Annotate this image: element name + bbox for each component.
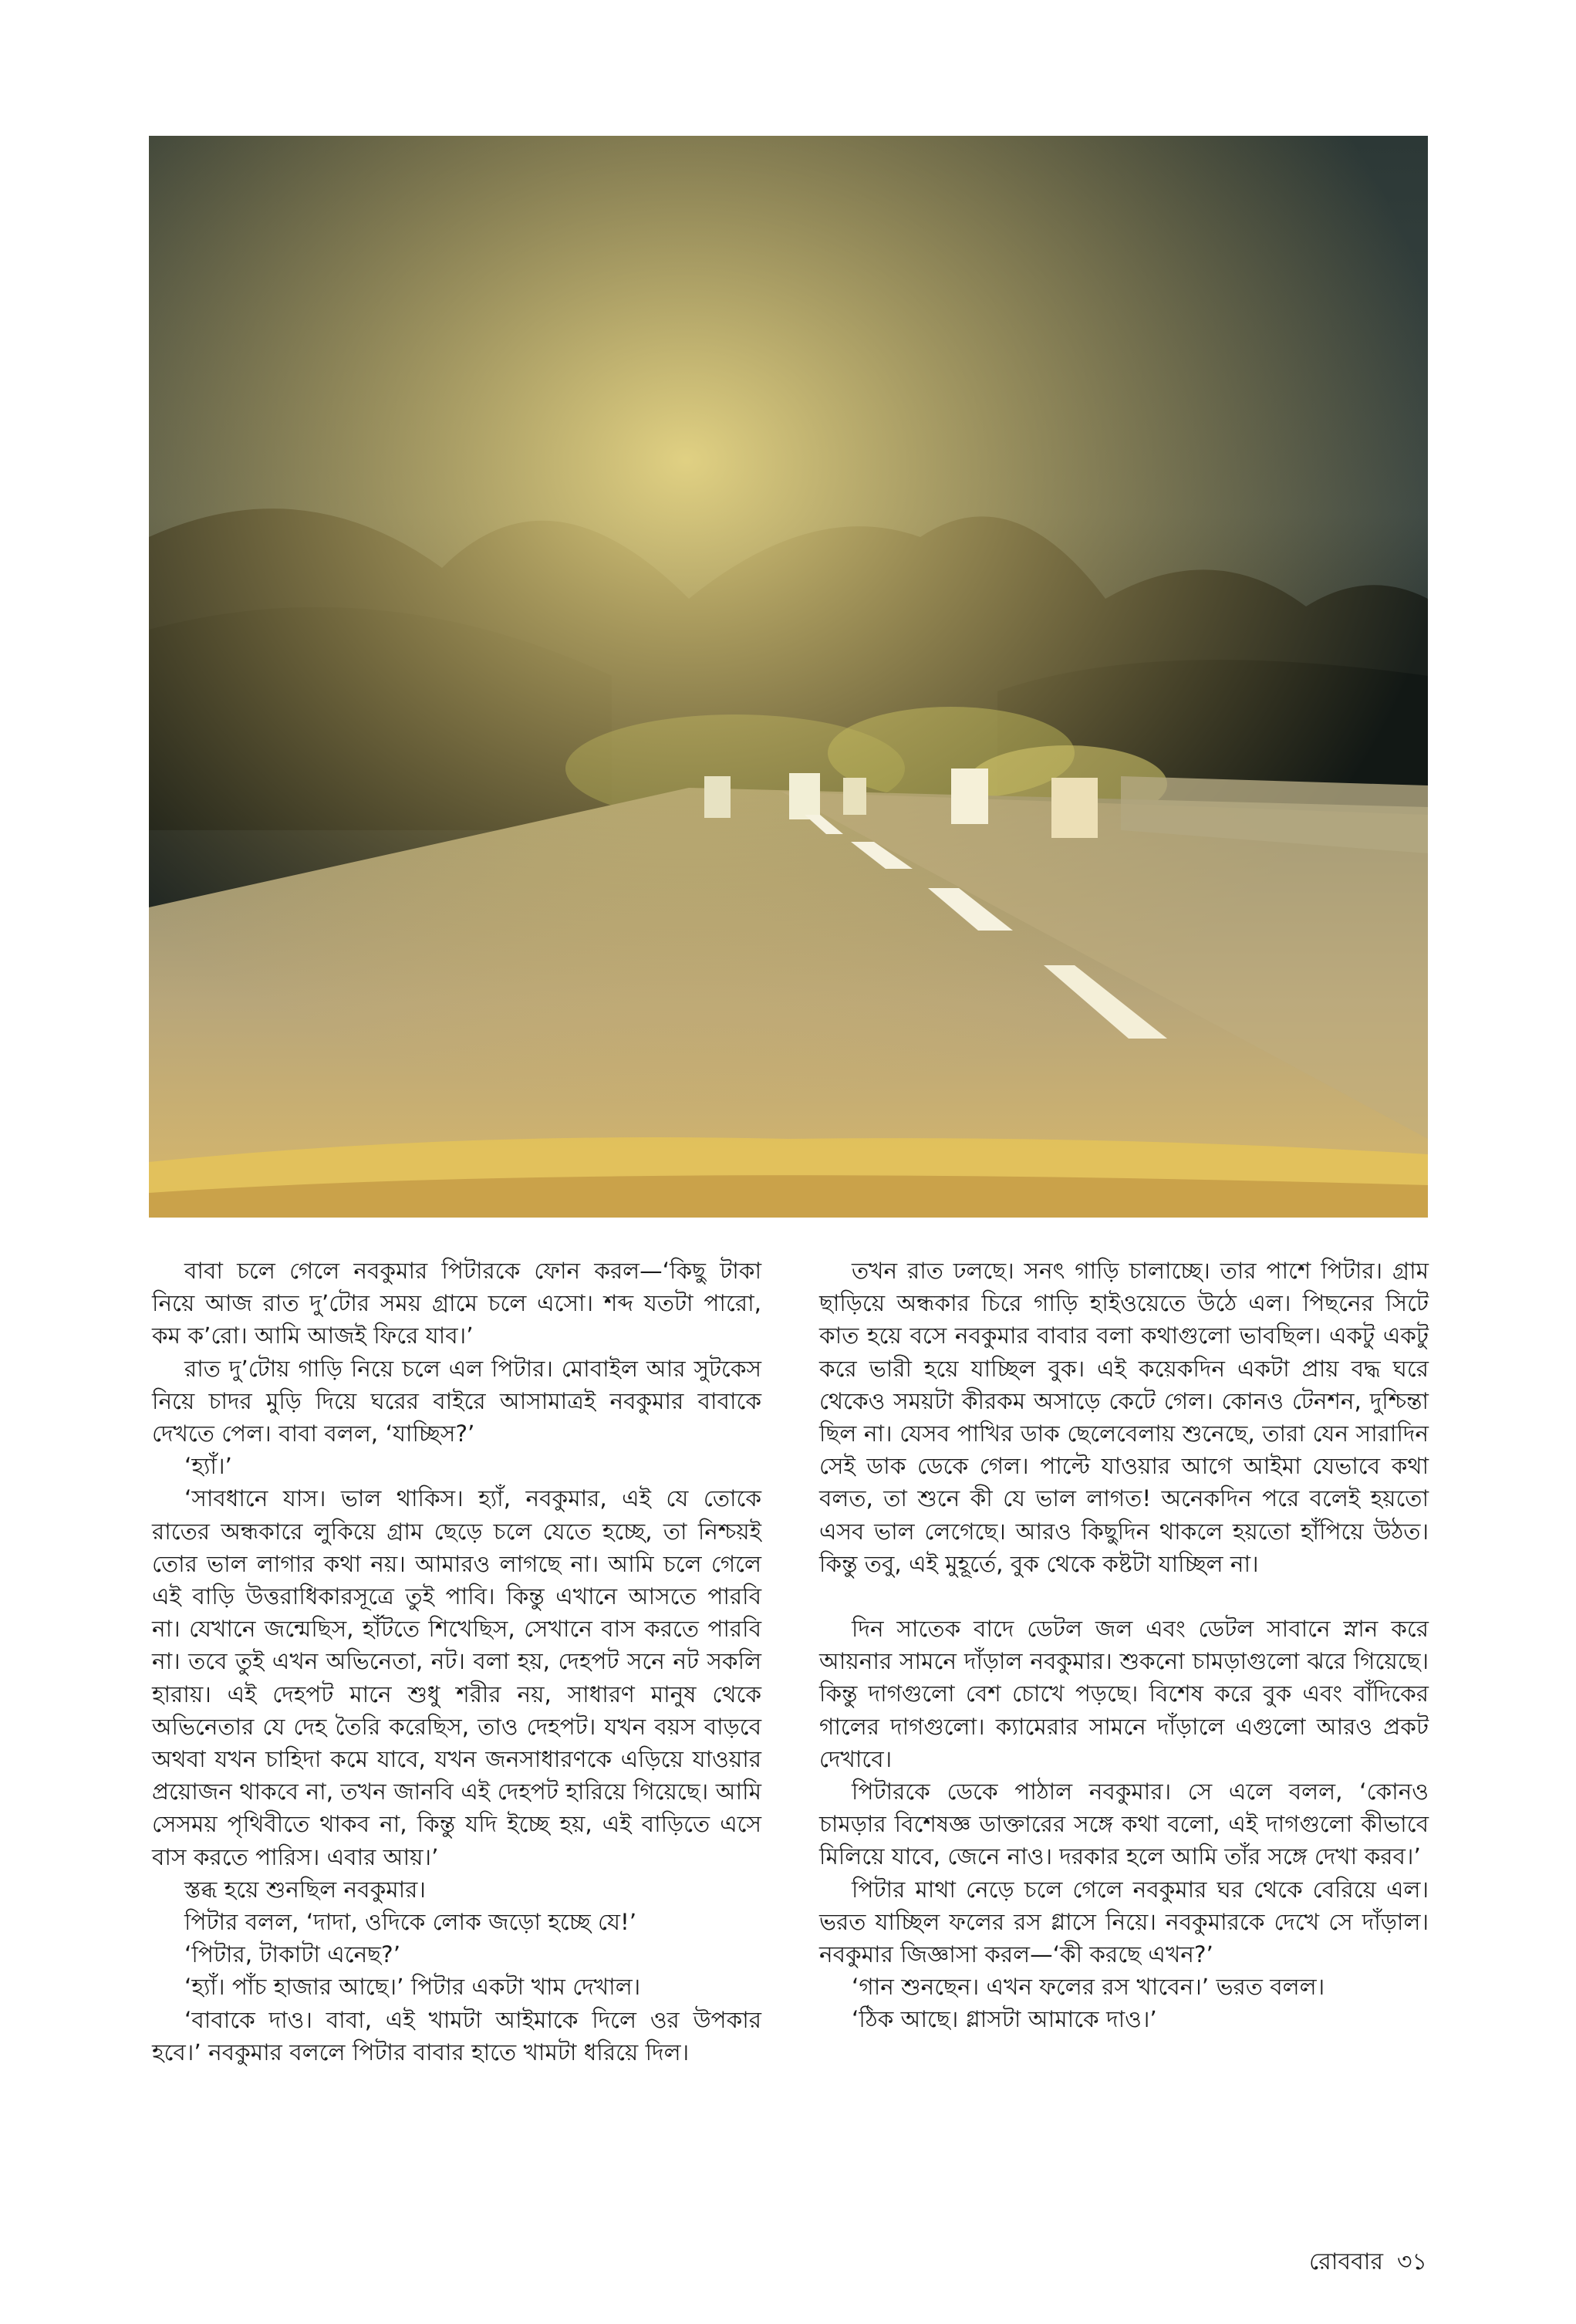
paragraph: ‘গান শুনছেন। এখন ফলের রস খাবেন।’ ভরত বলল। bbox=[852, 1974, 1325, 2001]
night-highway-photo bbox=[149, 136, 1428, 1218]
paragraph: বাবা চলে গেলে নবকুমার পিটারকে ফোন করল—‘কিছু টাকা নিয়ে আজ রাত দু’টোর সময় গ্রামে চলে এসো। শব্দ যতটা পারো, কম ক’রো। আমি আজই ফিরে যাব।’ bbox=[152, 1258, 761, 1349]
paragraph: ‘পিটার, টাকাটা এনেছ?’ bbox=[184, 1941, 401, 1968]
paragraph: তখন রাত ঢলছে। সনৎ গাড়ি চালাচ্ছে। তার পাশে পিটার। গ্রাম ছাড়িয়ে অন্ধকার চিরে গাড়ি হাইওয়েতে উঠে এল। পিছনের সিটে কাত হয়ে বসে নবকুমার বাবার বলা কথাগুলো ভাবছিল। একটু একটু করে ভারী হয়ে যাচ্ছিল বুক। এই কয়েকদিন একটা প্রায় বদ্ধ ঘরে থেকেও সময়টা কীরকম অসাড়ে কেটে গেল। কোনও টেনশন, দুশ্চিন্তা ছিল না। যেসব পাখির ডাক ছেলেবেলায় শুনেছে, তারা যেন সারাদিন সেই ডাক ডেকে গেল। পাল্টে যাওয়ার আগে আইমা যেভাবে কথা বলত, তা শুনে কী যে ভাল লাগত! অনেকদিন পরে বলেই হয়তো এসব ভাল লেগেছে। আরও কিছুদিন থাকলে হয়তো হাঁপিয়ে উঠত। কিন্তু তবু, এই মুহূর্তে, বুক থেকে কষ্টটা যাচ্ছিল না। bbox=[819, 1258, 1429, 1577]
paragraph: ‘ঠিক আছে। গ্লাসটা আমাকে দাও।’ bbox=[852, 2006, 1157, 2033]
page-number: ৩১ bbox=[1397, 2248, 1427, 2275]
paragraph: দিন সাতেক বাদে ডেটল জল এবং ডেটল সাবানে স্নান করে আয়নার সামনে দাঁড়াল নবকুমার। শুকনো চামড়াগুলো ঝরে গিয়েছে। কিন্তু দাগগুলো বেশ চোখে পড়ছে। বিশেষ করে বুক এবং বাঁদিকের গালের দাগগুলো। ক্যামেরার সামনে দাঁড়ালে এগুলো আরও প্রকট দেখাবে। bbox=[819, 1616, 1429, 1772]
page-footer bbox=[1281, 2247, 1427, 2278]
magazine-name: রোববার bbox=[1309, 2248, 1384, 2275]
paragraph: পিটার বলল, ‘দাদা, ওদিকে লোক জড়ো হচ্ছে যে!’ bbox=[184, 1909, 637, 1936]
paragraph: স্তব্ধ হয়ে শুনছিল নবকুমার। bbox=[184, 1876, 426, 1903]
paragraph: পিটারকে ডেকে পাঠাল নবকুমার। সে এলে বলল, ‘কোনও চামড়ার বিশেষজ্ঞ ডাক্তারের সঙ্গে কথা বলো, এই দাগগুলো কীভাবে মিলিয়ে যাবে, জেনে নাও। দরকার হলে আমি তাঁর সঙ্গে দেখা করব।’ bbox=[819, 1778, 1429, 1870]
paragraph: ‘হ্যাঁ।’ bbox=[184, 1453, 232, 1480]
paragraph: ‘বাবাকে দাও। বাবা, এই খামটা আইমাকে দিলে ওর উপকার হবে।’ নবকুমার বললে পিটার বাবার হাতে খামটা ধরিয়ে দিল। bbox=[152, 2006, 761, 2066]
text-column-right bbox=[819, 1255, 1429, 2036]
paragraph: পিটার মাথা নেড়ে চলে গেলে নবকুমার ঘর থেকে বেরিয়ে এল। ভরত যাচ্ছিল ফলের রস গ্লাসে নিয়ে। নবকুমারকে দেখে সে দাঁড়াল। নবকুমার জিজ্ঞাসা করল—‘কী করছে এখন?’ bbox=[819, 1876, 1429, 1968]
text-column-left bbox=[152, 1255, 761, 2069]
paragraph: ‘হ্যাঁ। পাঁচ হাজার আছে।’ পিটার একটা খাম দেখাল। bbox=[184, 1974, 641, 2001]
paragraph: ‘সাবধানে যাস। ভাল থাকিস। হ্যাঁ, নবকুমার, এই যে তোকে রাতের অন্ধকারে লুকিয়ে গ্রাম ছেড়ে চলে যেতে হচ্ছে, তা নিশ্চয়ই তোর ভাল লাগার কথা নয়। আমারও লাগছে না। আমি চলে গেলে এই বাড়ি উত্তরাধিকারসূত্রে তুই পাবি। কিন্তু এখানে আসতে পারবি না। যেখানে জন্মেছিস, হাঁটতে শিখেছিস, সেখানে বাস করতে পারবি না। তবে তুই এখন অভিনেতা, নট। বলা হয়, দেহপট সনে নট সকলি হারায়। এই দেহপট মানে শুধু শরীর নয়, সাধারণ মানুষ থেকে অভিনেতার যে দেহ তৈরি করেছিস, তাও দেহপট। যখন বয়স বাড়বে অথবা যখন চাহিদা কমে যাবে, যখন জনসাধারণকে এড়িয়ে যাওয়ার প্রয়োজন থাকবে না, তখন জানবি এই দেহপট হারিয়ে গিয়েছে। আমি সেসময় পৃথিবীতে থাকব না, কিন্তু যদি ইচ্ছে হয়, এই বাড়িতে এসে বাস করতে পারিস। এবার আয়।’ bbox=[152, 1485, 761, 1870]
paragraph: রাত দু’টোয় গাড়ি নিয়ে চলে এল পিটার। মোবাইল আর সুটকেস নিয়ে চাদর মুড়ি দিয়ে ঘরের বাইরে আসামাত্রই নবকুমার বাবাকে দেখতে পেল। বাবা বলল, ‘যাচ্ছিস?’ bbox=[152, 1355, 761, 1447]
